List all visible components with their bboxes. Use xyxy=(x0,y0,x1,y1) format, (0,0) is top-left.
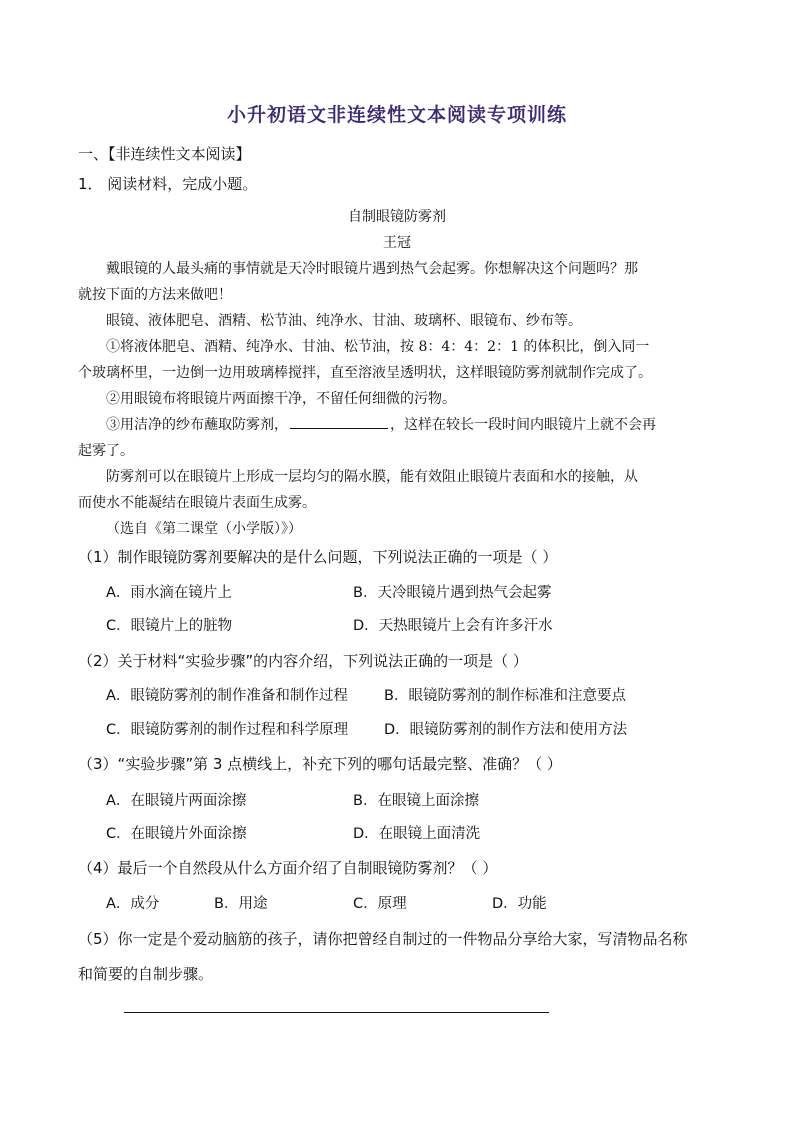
question-2-text: （2）关于材料“实验步骤”的内容介绍，下列说法正确的一项是（ ） xyxy=(78,652,528,670)
step-3-after-blank: ，这样在较长一段时间内眼镜片上就不会再 xyxy=(390,417,656,433)
question-1-option-c: C．眼镜片上的脏物 xyxy=(106,618,233,634)
question-intro: 1． 阅读材料，完成小题。 xyxy=(78,175,258,193)
question-1-text: （1）制作眼镜防雾剂要解决的是什么问题，下列说法正确的一项是（ ） xyxy=(78,548,558,566)
question-4-option-d: D．功能 xyxy=(492,896,547,912)
question-2-option-d: D．眼镜防雾剂的制作方法和使用方法 xyxy=(384,722,628,738)
answer-line[interactable] xyxy=(124,1012,549,1013)
question-3-option-d: D．在眼镜上面清洗 xyxy=(353,826,481,842)
page-title: 小升初语文非连续性文本阅读专项训练 xyxy=(226,104,567,126)
question-5-line-1: （5）你一定是个爱动脑筋的孩子，请你把曾经自制过的一件物品分享给大家，写清物品名称 xyxy=(78,930,688,948)
question-1-option-a: A．雨水滴在镜片上 xyxy=(106,585,232,601)
article-step-2: ②用眼镜布将眼镜片两面擦干净，不留任何细微的污物。 xyxy=(106,391,456,407)
question-4-option-a: A．成分 xyxy=(106,896,160,912)
step-3-blank xyxy=(290,416,388,429)
question-2-option-b: B．眼镜防雾剂的制作标准和注意要点 xyxy=(384,688,626,704)
article-step-3-line-1 xyxy=(106,414,656,434)
question-2-option-a: A．眼镜防雾剂的制作准备和制作过程 xyxy=(106,688,348,704)
question-4-text: （4）最后一个自然段从什么方面介绍了自制眼镜防雾剂？（ ） xyxy=(78,859,498,877)
article-paragraph-1-line-1: 戴眼镜的人最头痛的事情就是天冷时眼镜片遇到热气会起雾。你想解决这个问题吗？那 xyxy=(106,261,638,277)
question-5-line-2: 和简要的自制步骤。 xyxy=(78,965,214,983)
article-last-paragraph-line-1: 防雾剂可以在眼镜片上形成一层均匀的隔水膜，能有效阻止眼镜片表面和水的接触，从 xyxy=(106,469,638,485)
section-heading: 一、【非连续性文本阅读】 xyxy=(78,145,251,163)
article-source: （选自《第二课堂（小学版）》） xyxy=(106,521,302,537)
article-step-3-line-2: 起雾了。 xyxy=(78,443,134,459)
question-3-option-a: A．在眼镜片两面涂擦 xyxy=(106,793,247,809)
question-4-option-c: C．原理 xyxy=(353,896,407,912)
question-3-text: （3）“实验步骤”第 3 点横线上，补充下列的哪句话最完整、准确？（ ） xyxy=(78,755,562,773)
question-4-option-b: B．用途 xyxy=(214,896,268,912)
step-3-before-blank: ③用洁净的纱布蘸取防雾剂， xyxy=(106,417,288,433)
question-3-option-b: B．在眼镜上面涂擦 xyxy=(353,793,479,809)
article-author: 王冠 xyxy=(383,235,411,251)
article-last-paragraph-line-2: 而使水不能凝结在眼镜片表面生成雾。 xyxy=(78,495,316,511)
article-step-1-line-1: ①将液体肥皂、酒精、纯净水、甘油、松节油，按 8：4：4：2：1 的体积比，倒入同一 xyxy=(106,339,650,355)
article-step-1-line-2: 个玻璃杯里，一边倒一边用玻璃棒搅拌，直至溶液呈透明状，这样眼镜防雾剂就制作完成了。 xyxy=(78,365,652,381)
article-materials: 眼镜、液体肥皂、酒精、松节油、纯净水、甘油、玻璃杯、眼镜布、纱布等。 xyxy=(106,313,582,329)
question-3-option-c: C．在眼镜片外面涂擦 xyxy=(106,826,247,842)
article-paragraph-1-line-2: 就按下面的方法来做吧！ xyxy=(78,287,232,303)
article-title: 自制眼镜防雾剂 xyxy=(348,209,446,225)
question-1-option-b: B．天冷眼镜片遇到热气会起雾 xyxy=(353,585,552,601)
question-1-option-d: D．天热眼镜片上会有许多汗水 xyxy=(353,618,553,634)
question-2-option-c: C．眼镜防雾剂的制作过程和科学原理 xyxy=(106,722,349,738)
